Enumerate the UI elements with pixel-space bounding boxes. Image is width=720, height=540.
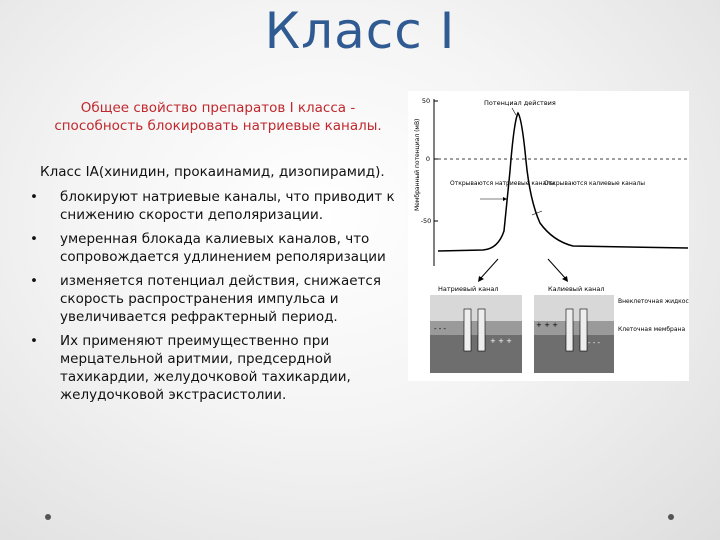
sodium-channel-label: Натриевый канал bbox=[438, 285, 499, 293]
arrow-to-potassium-head bbox=[562, 276, 568, 282]
sodium-plus-row: + + + bbox=[490, 337, 513, 345]
bullet-text: блокируют натриевые каналы, что приводит к снижению скорости деполяризации. bbox=[60, 189, 395, 223]
bullet-dot: • bbox=[30, 273, 38, 289]
bullet-item bbox=[30, 332, 402, 404]
sodium-minus-row: - - - bbox=[434, 325, 447, 333]
bullet-dot: • bbox=[30, 231, 38, 247]
arrow-to-sodium bbox=[480, 259, 498, 279]
action-potential-figure bbox=[408, 91, 689, 381]
right-note bbox=[544, 180, 645, 187]
right-note-text: Открываются калиевые каналы bbox=[544, 180, 646, 187]
potassium-channel-protein-left bbox=[566, 309, 573, 351]
potassium-channel-protein-right bbox=[580, 309, 587, 351]
peak-label: Потенциал действия bbox=[484, 99, 556, 107]
bullet-dot: • bbox=[30, 189, 38, 205]
arrow-to-sodium-head bbox=[478, 276, 484, 282]
slide-title: Класс I bbox=[264, 2, 456, 60]
bullet-list bbox=[30, 188, 402, 410]
intro-text: Общее свойство препаратов I класса - способность блокировать натриевые каналы. bbox=[54, 100, 382, 134]
slide-nav-dot-right[interactable] bbox=[668, 514, 674, 520]
tick-label-minus50: -50 bbox=[420, 217, 432, 225]
potassium-extracellular-area bbox=[534, 295, 614, 321]
left-note-text: Открываются натриевые каналы bbox=[450, 180, 555, 187]
bullet-item bbox=[30, 188, 402, 224]
peak-pointer bbox=[512, 108, 516, 115]
left-note bbox=[450, 180, 555, 187]
membrane-label: Клеточная мембрана bbox=[618, 326, 686, 333]
bullet-item bbox=[30, 272, 402, 326]
potassium-plus-row: + + + bbox=[536, 321, 559, 329]
tick-label-50: 50 bbox=[421, 97, 431, 105]
bullet-text: умеренная блокада калиевых каналов, что сопровождается удлинением реполяризации bbox=[60, 231, 386, 265]
potassium-channel-label: Калиевый канал bbox=[548, 285, 605, 293]
class-ia-heading: Класс IA(хинидин, прокаинамид, дизопирамид). bbox=[40, 164, 385, 180]
arrow-to-potassium bbox=[548, 259, 566, 279]
sodium-channel-protein-right bbox=[478, 309, 485, 351]
bullet-text: изменяется потенциал действия, снижается скорость распространения импульса и увеличивается рефрактерный период. bbox=[60, 273, 381, 325]
y-axis-label: Мембранный потенциал (мВ) bbox=[414, 118, 421, 211]
potassium-minus-row: - - - bbox=[588, 339, 601, 347]
sodium-extracellular-area bbox=[430, 295, 522, 321]
potassium-intracellular-area bbox=[534, 335, 614, 373]
bullet-text: Их применяют преимущественно при мерцательной аритмии, предсердной тахикардии, желудочковой тахикардии, желудочковой экстрасистолии. bbox=[60, 333, 351, 403]
bullet-dot: • bbox=[30, 333, 38, 349]
slide-nav-dot-left[interactable] bbox=[45, 514, 51, 520]
bullet-item bbox=[30, 230, 402, 266]
extracellular-label: Внеклеточная жидкость bbox=[618, 298, 689, 305]
sodium-channel-protein-left bbox=[464, 309, 471, 351]
tick-label-0: 0 bbox=[425, 155, 431, 163]
